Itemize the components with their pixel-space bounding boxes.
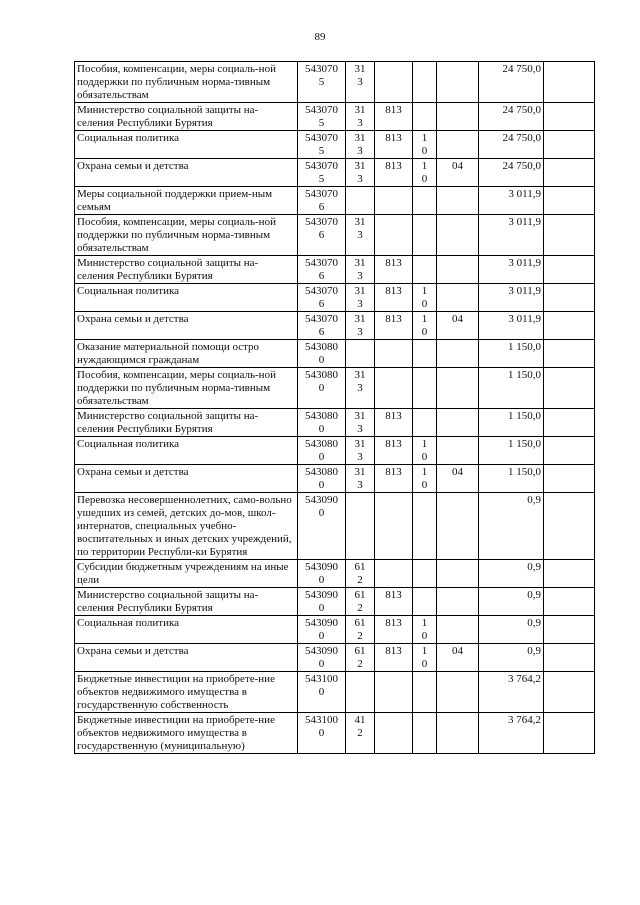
cell-target-article: 543070 5 <box>298 103 346 131</box>
cell-amount: 0,9 <box>479 560 544 588</box>
cell-section: 1 0 <box>413 312 437 340</box>
cell-target-article: 543090 0 <box>298 644 346 672</box>
cell-empty <box>544 284 595 312</box>
cell-administrator <box>375 713 413 754</box>
cell-section <box>413 340 437 368</box>
cell-expense-type <box>346 187 375 215</box>
cell-expense-type: 31 3 <box>346 131 375 159</box>
cell-administrator: 813 <box>375 103 413 131</box>
cell-administrator: 813 <box>375 159 413 187</box>
table-row <box>75 215 595 256</box>
table-row <box>75 62 595 103</box>
cell-expense-type: 31 3 <box>346 368 375 409</box>
cell-empty <box>544 713 595 754</box>
cell-section: 1 0 <box>413 644 437 672</box>
cell-section <box>413 409 437 437</box>
cell-expense-type: 41 2 <box>346 713 375 754</box>
cell-empty <box>544 588 595 616</box>
cell-name: Субсидии бюджетным учреждениям на иные цели <box>75 560 298 588</box>
cell-subsection: 04 <box>437 644 479 672</box>
cell-expense-type: 61 2 <box>346 588 375 616</box>
cell-administrator: 813 <box>375 644 413 672</box>
cell-name: Министерство социальной защиты на-селения Республики Бурятия <box>75 103 298 131</box>
cell-administrator: 813 <box>375 465 413 493</box>
cell-administrator <box>375 62 413 103</box>
cell-administrator: 813 <box>375 588 413 616</box>
cell-expense-type: 31 3 <box>346 103 375 131</box>
cell-empty <box>544 103 595 131</box>
cell-target-article: 543080 0 <box>298 465 346 493</box>
cell-name: Пособия, компенсации, меры социаль-ной поддержки по публичным норма-тивным обязательствам <box>75 368 298 409</box>
cell-empty <box>544 437 595 465</box>
cell-name: Социальная политика <box>75 616 298 644</box>
table-row <box>75 560 595 588</box>
cell-expense-type <box>346 493 375 560</box>
cell-target-article: 543070 6 <box>298 284 346 312</box>
cell-amount: 3 764,2 <box>479 672 544 713</box>
cell-administrator: 813 <box>375 312 413 340</box>
table-row <box>75 187 595 215</box>
cell-amount: 3 011,9 <box>479 284 544 312</box>
cell-subsection <box>437 493 479 560</box>
cell-name: Охрана семьи и детства <box>75 312 298 340</box>
cell-section <box>413 672 437 713</box>
cell-amount: 0,9 <box>479 644 544 672</box>
table-row <box>75 644 595 672</box>
cell-amount: 1 150,0 <box>479 340 544 368</box>
cell-expense-type: 61 2 <box>346 644 375 672</box>
cell-administrator: 813 <box>375 616 413 644</box>
cell-target-article: 543080 0 <box>298 368 346 409</box>
cell-empty <box>544 560 595 588</box>
cell-target-article: 543090 0 <box>298 588 346 616</box>
cell-target-article: 543070 6 <box>298 256 346 284</box>
cell-empty <box>544 340 595 368</box>
cell-amount: 1 150,0 <box>479 368 544 409</box>
cell-subsection <box>437 284 479 312</box>
cell-name: Охрана семьи и детства <box>75 465 298 493</box>
cell-subsection: 04 <box>437 159 479 187</box>
cell-expense-type: 31 3 <box>346 409 375 437</box>
cell-name: Меры социальной поддержки прием-ным семьям <box>75 187 298 215</box>
table-row <box>75 284 595 312</box>
cell-section: 1 0 <box>413 437 437 465</box>
cell-amount: 3 011,9 <box>479 215 544 256</box>
table-row <box>75 465 595 493</box>
cell-section <box>413 62 437 103</box>
table-row <box>75 713 595 754</box>
cell-name: Социальная политика <box>75 131 298 159</box>
cell-target-article: 543070 6 <box>298 215 346 256</box>
cell-section <box>413 368 437 409</box>
table-row <box>75 159 595 187</box>
cell-section <box>413 256 437 284</box>
cell-empty <box>544 465 595 493</box>
cell-target-article: 543090 0 <box>298 560 346 588</box>
cell-section <box>413 103 437 131</box>
cell-section <box>413 560 437 588</box>
cell-empty <box>544 131 595 159</box>
cell-administrator: 813 <box>375 256 413 284</box>
table-row <box>75 368 595 409</box>
cell-name: Оказание материальной помощи остро нуждающимся гражданам <box>75 340 298 368</box>
cell-section <box>413 215 437 256</box>
cell-name: Социальная политика <box>75 437 298 465</box>
cell-empty <box>544 62 595 103</box>
cell-target-article: 543070 5 <box>298 131 346 159</box>
table-row <box>75 131 595 159</box>
cell-empty <box>544 644 595 672</box>
cell-subsection <box>437 437 479 465</box>
cell-subsection <box>437 103 479 131</box>
cell-subsection <box>437 588 479 616</box>
cell-target-article: 543070 6 <box>298 187 346 215</box>
cell-empty <box>544 256 595 284</box>
cell-target-article: 543090 0 <box>298 616 346 644</box>
cell-section: 1 0 <box>413 284 437 312</box>
cell-name: Министерство социальной защиты на-селения Республики Бурятия <box>75 409 298 437</box>
cell-target-article: 543070 6 <box>298 312 346 340</box>
cell-amount: 3 011,9 <box>479 256 544 284</box>
table-row <box>75 103 595 131</box>
cell-administrator <box>375 493 413 560</box>
table-row <box>75 493 595 560</box>
cell-amount: 24 750,0 <box>479 103 544 131</box>
cell-name: Бюджетные инвестиции на приобрете-ние объектов недвижимого имущества в государственную собственность <box>75 672 298 713</box>
cell-amount: 24 750,0 <box>479 131 544 159</box>
cell-target-article: 543100 0 <box>298 672 346 713</box>
cell-subsection <box>437 713 479 754</box>
cell-section: 1 0 <box>413 616 437 644</box>
cell-expense-type: 31 3 <box>346 159 375 187</box>
cell-target-article: 543080 0 <box>298 409 346 437</box>
cell-empty <box>544 312 595 340</box>
cell-target-article: 543090 0 <box>298 493 346 560</box>
cell-empty <box>544 215 595 256</box>
cell-subsection <box>437 256 479 284</box>
cell-amount: 24 750,0 <box>479 62 544 103</box>
cell-administrator: 813 <box>375 437 413 465</box>
cell-administrator <box>375 368 413 409</box>
cell-subsection: 04 <box>437 465 479 493</box>
cell-target-article: 543080 0 <box>298 340 346 368</box>
cell-section <box>413 713 437 754</box>
table-row <box>75 409 595 437</box>
cell-subsection <box>437 616 479 644</box>
table-row <box>75 672 595 713</box>
cell-name: Охрана семьи и детства <box>75 644 298 672</box>
cell-section: 1 0 <box>413 131 437 159</box>
cell-administrator <box>375 672 413 713</box>
cell-subsection <box>437 560 479 588</box>
cell-expense-type: 61 2 <box>346 560 375 588</box>
cell-expense-type: 31 3 <box>346 465 375 493</box>
cell-subsection <box>437 187 479 215</box>
cell-amount: 1 150,0 <box>479 409 544 437</box>
cell-amount: 3 011,9 <box>479 312 544 340</box>
cell-subsection <box>437 131 479 159</box>
cell-name: Министерство социальной защиты на-селения Республики Бурятия <box>75 588 298 616</box>
cell-expense-type: 31 3 <box>346 215 375 256</box>
cell-expense-type <box>346 672 375 713</box>
cell-target-article: 543100 0 <box>298 713 346 754</box>
cell-section: 1 0 <box>413 159 437 187</box>
cell-subsection <box>437 340 479 368</box>
cell-target-article: 543080 0 <box>298 437 346 465</box>
cell-amount: 3 764,2 <box>479 713 544 754</box>
cell-name: Министерство социальной защиты на-селения Республики Бурятия <box>75 256 298 284</box>
cell-amount: 24 750,0 <box>479 159 544 187</box>
cell-administrator <box>375 560 413 588</box>
cell-empty <box>544 368 595 409</box>
cell-administrator: 813 <box>375 409 413 437</box>
cell-expense-type: 31 3 <box>346 256 375 284</box>
cell-empty <box>544 672 595 713</box>
cell-empty <box>544 409 595 437</box>
cell-amount: 0,9 <box>479 588 544 616</box>
table-row <box>75 340 595 368</box>
cell-administrator <box>375 215 413 256</box>
cell-expense-type: 31 3 <box>346 312 375 340</box>
cell-name: Пособия, компенсации, меры социаль-ной поддержки по публичным норма-тивным обязательствам <box>75 62 298 103</box>
cell-subsection <box>437 672 479 713</box>
cell-name: Охрана семьи и детства <box>75 159 298 187</box>
cell-empty <box>544 616 595 644</box>
cell-subsection <box>437 368 479 409</box>
cell-administrator: 813 <box>375 131 413 159</box>
cell-empty <box>544 493 595 560</box>
cell-name: Социальная политика <box>75 284 298 312</box>
cell-section <box>413 588 437 616</box>
cell-expense-type: 61 2 <box>346 616 375 644</box>
page-number: 89 <box>314 31 326 43</box>
cell-section: 1 0 <box>413 465 437 493</box>
cell-subsection <box>437 215 479 256</box>
budget-table <box>74 61 595 754</box>
cell-subsection <box>437 62 479 103</box>
cell-administrator <box>375 340 413 368</box>
cell-name: Перевозка несовершеннолетних, само-вольно ушедших из семей, детских до-мов, школ-интернатов, специальных учебно-воспитательных и иных детских учреждений, по территории Республи-ки Бурятия <box>75 493 298 560</box>
cell-amount: 0,9 <box>479 616 544 644</box>
cell-administrator: 813 <box>375 284 413 312</box>
table-row <box>75 256 595 284</box>
table-row <box>75 437 595 465</box>
cell-amount: 1 150,0 <box>479 437 544 465</box>
cell-target-article: 543070 5 <box>298 159 346 187</box>
cell-expense-type: 31 3 <box>346 62 375 103</box>
cell-empty <box>544 159 595 187</box>
cell-expense-type: 31 3 <box>346 284 375 312</box>
cell-administrator <box>375 187 413 215</box>
cell-name: Бюджетные инвестиции на приобрете-ние объектов недвижимого имущества в государственную (муниципальную) <box>75 713 298 754</box>
cell-name: Пособия, компенсации, меры социаль-ной поддержки по публичным норма-тивным обязательствам <box>75 215 298 256</box>
cell-expense-type <box>346 340 375 368</box>
cell-target-article: 543070 5 <box>298 62 346 103</box>
cell-section <box>413 493 437 560</box>
cell-subsection: 04 <box>437 312 479 340</box>
table-row <box>75 588 595 616</box>
budget-table-body <box>75 62 595 754</box>
cell-expense-type: 31 3 <box>346 437 375 465</box>
cell-amount: 1 150,0 <box>479 465 544 493</box>
cell-amount: 0,9 <box>479 493 544 560</box>
table-row <box>75 312 595 340</box>
table-row <box>75 616 595 644</box>
cell-empty <box>544 187 595 215</box>
cell-subsection <box>437 409 479 437</box>
cell-amount: 3 011,9 <box>479 187 544 215</box>
cell-section <box>413 187 437 215</box>
